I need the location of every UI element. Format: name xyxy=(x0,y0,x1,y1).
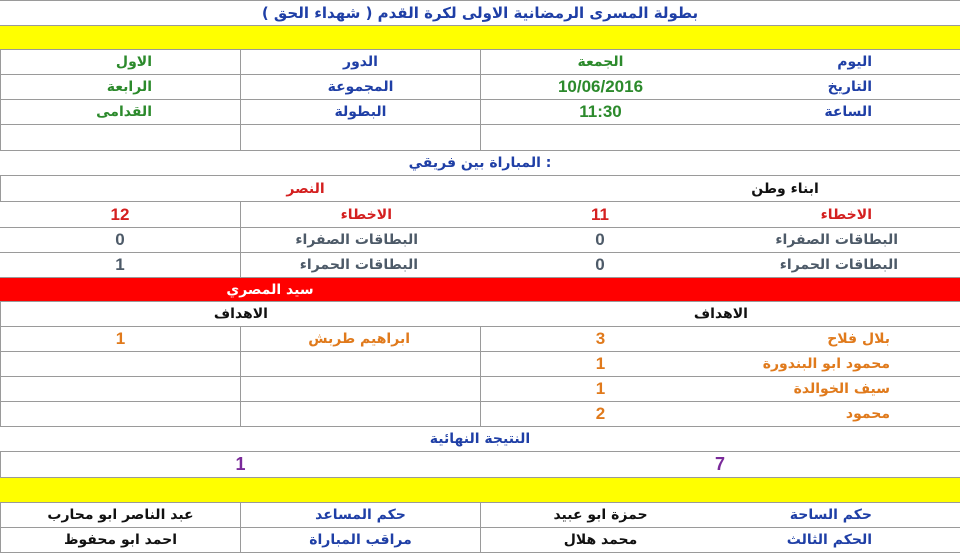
team-left-red-label: البطاقات الحمراء xyxy=(240,253,480,277)
goals-row xyxy=(0,377,960,402)
tournament-label: البطولة xyxy=(240,100,480,124)
tournament-value: القدامى xyxy=(0,100,240,124)
field-referee-name: حمزة ابو عبيد xyxy=(480,503,720,527)
red-card-band xyxy=(0,278,960,302)
team-right-fouls-label: الاخطاء xyxy=(820,206,872,223)
empty-row xyxy=(0,125,960,151)
match-observer-label: مراقب المباراة xyxy=(240,528,480,552)
final-score-row xyxy=(0,452,960,478)
team-left-final-score: 1 xyxy=(0,452,480,477)
team-names-row xyxy=(0,176,960,202)
scorer-name: سيف الخوالدة xyxy=(793,381,890,397)
team-right-yellow: 0 xyxy=(595,230,605,249)
team-left-yellow: 0 xyxy=(115,230,125,249)
day-value: الجمعة xyxy=(480,50,720,74)
yellow-cards-row xyxy=(0,228,960,253)
field-referee-label: حكم الساحة xyxy=(789,507,872,523)
day-label: اليوم xyxy=(837,54,872,70)
scorer-name: محمود xyxy=(845,406,890,422)
fouls-row xyxy=(0,202,960,228)
team-right-red-label: البطاقات الحمراء xyxy=(779,257,898,273)
scorer-name: بلال فلاح xyxy=(827,331,890,347)
scorer-goals: 1 xyxy=(480,377,720,401)
date-label: التاريخ xyxy=(827,79,872,95)
goals-row xyxy=(0,352,960,377)
empty-cell xyxy=(0,402,240,426)
team-right-yellow-label: البطاقات الصفراء xyxy=(775,232,898,248)
info-row-time xyxy=(0,100,960,125)
third-referee-label: الحكم الثالث xyxy=(786,532,872,548)
scorer-goals: 1 xyxy=(0,327,240,351)
info-row-date xyxy=(0,75,960,100)
empty-cell xyxy=(0,125,240,150)
group-label: المجموعة xyxy=(240,75,480,99)
yellow-band-bottom xyxy=(0,478,960,503)
goals-row xyxy=(0,402,960,427)
yellow-band-top xyxy=(0,26,960,50)
red-cards-row xyxy=(0,253,960,278)
scorer-goals: 2 xyxy=(480,402,720,426)
team-right-goals-label: الاهداف xyxy=(693,306,748,322)
officials-row xyxy=(0,503,960,528)
team-left-goals-label: الاهداف xyxy=(0,302,480,326)
goals-row xyxy=(0,327,960,352)
report-title: بطولة المسرى الرمضانية الاولى لكرة القدم ( شهداء الحق ) xyxy=(261,4,699,22)
empty-cell xyxy=(240,402,480,426)
assistant-referee-label: حكم المساعد xyxy=(240,503,480,527)
team-right-final-score: 7 xyxy=(714,454,725,474)
goals-header-row xyxy=(0,302,960,327)
empty-cell xyxy=(240,377,480,401)
team-left-fouls-label: الاخطاء xyxy=(240,202,480,227)
final-result-label: النتيجة النهائية xyxy=(429,431,531,447)
empty-cell xyxy=(240,352,480,376)
red-card-player: سيد المصري xyxy=(226,281,314,298)
empty-cell xyxy=(0,352,240,376)
team-left-red: 1 xyxy=(115,255,125,274)
officials-row xyxy=(0,528,960,553)
time-label: الساعة xyxy=(824,104,872,120)
team-left-yellow-label: البطاقات الصفراء xyxy=(240,228,480,252)
scorer-goals: 1 xyxy=(480,352,720,376)
info-row-day xyxy=(0,50,960,75)
scorer-name: محمود ابو البندورة xyxy=(762,356,890,372)
team-right-name: ابناء وطن xyxy=(751,180,819,197)
match-header-row xyxy=(0,151,960,176)
third-referee-name: محمد هلال xyxy=(480,528,720,552)
empty-cell xyxy=(0,377,240,401)
assistant-referee-name: عبد الناصر ابو محارب xyxy=(0,503,240,527)
final-label-row xyxy=(0,427,960,452)
match-header: المباراة بين فريقي : xyxy=(408,155,552,171)
time-value: 11:30 xyxy=(480,100,720,124)
title-row xyxy=(0,0,960,26)
scorer-name: ابراهيم طربش xyxy=(240,327,480,351)
match-observer-name: احمد ابو محفوظ xyxy=(0,528,240,552)
date-value: 10/06/2016 xyxy=(480,75,720,99)
team-right-red: 0 xyxy=(595,255,605,274)
team-left-fouls: 12 xyxy=(110,204,130,224)
round-value: الاول xyxy=(0,50,240,74)
team-left-name: النصر xyxy=(0,176,480,201)
group-value: الرابعة xyxy=(0,75,240,99)
round-label: الدور xyxy=(240,50,480,74)
empty-cell xyxy=(480,125,720,150)
scorer-goals: 3 xyxy=(480,327,720,351)
empty-cell xyxy=(240,125,480,150)
team-right-fouls: 11 xyxy=(591,204,609,224)
